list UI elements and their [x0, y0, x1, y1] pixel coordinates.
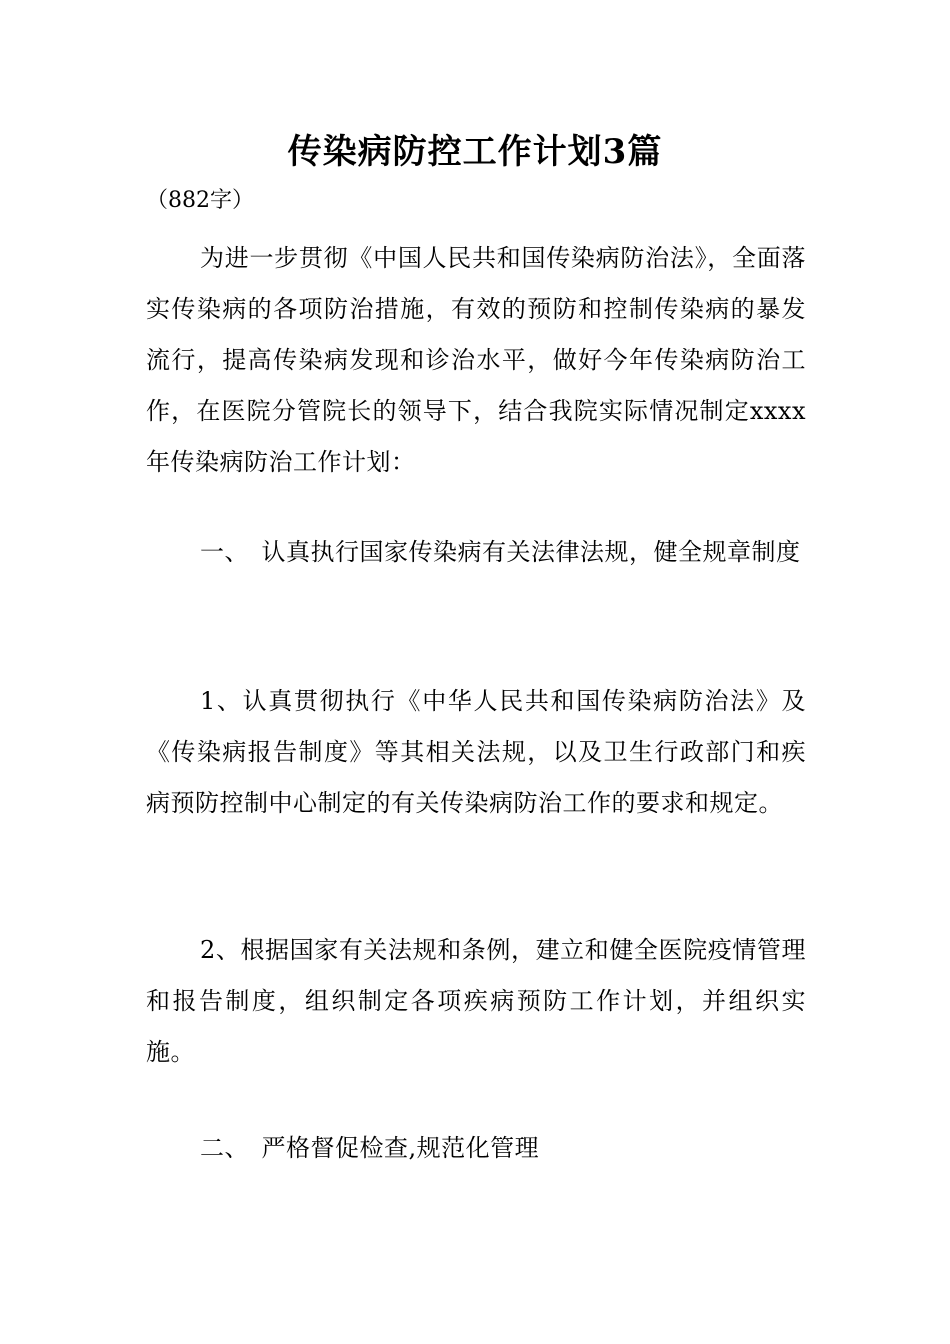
- word-count: （882字）: [146, 188, 254, 213]
- section-heading-2: 二、 严格督促检查,规范化管理: [200, 1134, 540, 1162]
- paragraph-item-1: 1、认真贯彻执行《中华人民共和国传染病防治法》及《传染病报告制度》等其相关法规，以及卫生行政部门和疾病预防控制中心制定的有关传染病防治工作的要求和规定。: [146, 687, 806, 817]
- document-title: 传染病防控工作计划3篇: [287, 132, 663, 172]
- section-heading-1: 一、 认真执行国家传染病有关法律法规，健全规章制度: [200, 538, 801, 566]
- paragraph-item-2: 2、根据国家有关法规和条例，建立和健全医院疫情管理和报告制度，组织制定各项疾病预防工作计划，并组织实施。: [146, 936, 806, 1066]
- intro-paragraph: 为进一步贯彻《中国人民共和国传染病防治法》，全面落实传染病的各项防治措施，有效的预防和控制传染病的暴发流行，提高传染病发现和诊治水平，做好今年传染病防治工作，在医院分管院长的领导下，结合我院实际情况制定xxxx年传染病防治工作计划：: [146, 244, 806, 476]
